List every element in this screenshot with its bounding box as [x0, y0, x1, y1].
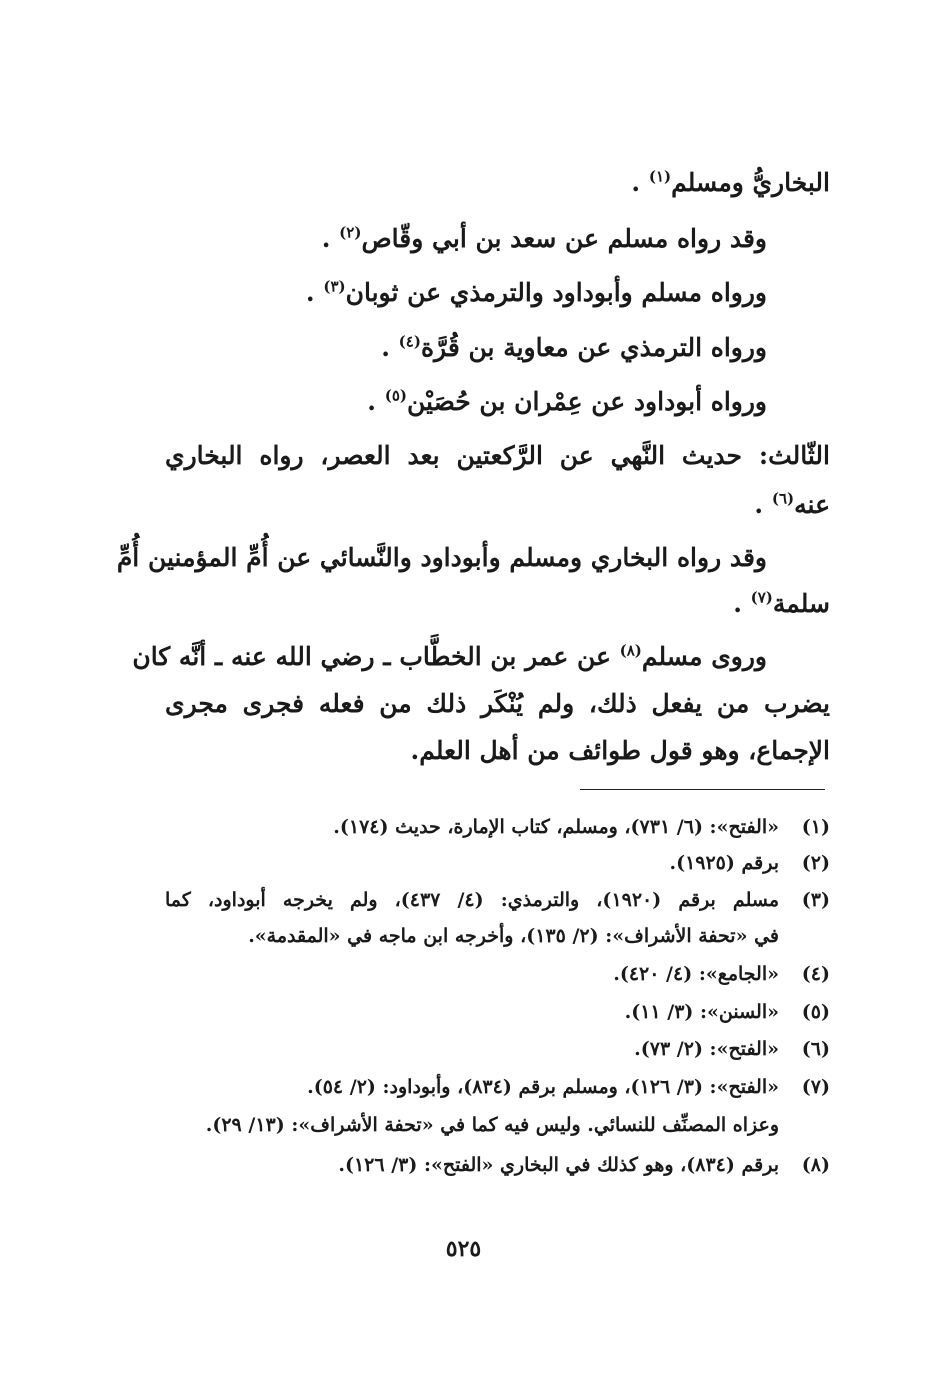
- footnote-ref: (٨): [619, 641, 642, 660]
- body-line-12: [411, 736, 830, 765]
- body-line-2: وقد رواه مسلم عن سعد بن أبي وقّاص$^{(٢)}$ .: [321, 223, 767, 253]
- footnote-number: (٧): [801, 1076, 830, 1098]
- body-text: ورواه أبوداود عن عِمْران بن حُصَيْن: [407, 387, 767, 416]
- body-text: وقد رواه البخاري ومسلم وأبوداود والنَّسائي عن أُمِّ المؤمنين أُمِّ: [116, 543, 767, 572]
- footnote-ref: (٦): [771, 489, 795, 508]
- section-heading: الثّالث: [768, 441, 830, 470]
- body-line-8: [116, 543, 830, 572]
- footnote-number: (٨): [801, 1154, 830, 1176]
- body-text: عنه: [794, 490, 830, 519]
- footnote-ref: (٥): [384, 386, 407, 405]
- footnote-ref: (٤): [398, 332, 421, 351]
- body-text: وقد رواه مسلم عن سعد بن أبي وقّاص: [361, 224, 767, 253]
- body-line-3: ورواه مسلم وأبوداود والترمذي عن ثوبان$^{(٣)}$ .: [305, 277, 767, 307]
- footnote-text: «الجامع»: (٤/ ٤٢٠).: [613, 963, 779, 985]
- footnote-number: (٦): [801, 1038, 830, 1060]
- footnote-ref: (٢): [339, 223, 362, 242]
- body-line-9: سلمة$^{(٧)}$ .: [733, 588, 830, 618]
- body-text: ورواه مسلم وأبوداود والترمذي عن ثوبان: [345, 278, 767, 307]
- footnote-number: (٣): [801, 889, 830, 911]
- footnote-separator: [580, 789, 825, 790]
- page-number: ٥٢٥: [445, 1236, 482, 1262]
- footnote-text: برقم (٨٣٤)، وهو كذلك في البخاري «الفتح»: (٣/ ١٢٦).: [338, 1154, 779, 1176]
- body-text: ورواه الترمذي عن معاوية بن قُرَّة: [420, 333, 767, 362]
- body-line-1: البخاريُّ ومسلم$^{(١)}$ .: [631, 167, 830, 197]
- footnote-text: برقم (١٩٢٥).: [669, 852, 779, 874]
- footnote-text: «الفتح»: (٢/ ٧٣).: [634, 1038, 779, 1060]
- body-line-5: ورواه أبوداود عن عِمْران بن حُصَيْن$^{(٥)}$ .: [367, 386, 767, 416]
- footnote-text: «السنن»: (٣/ ١١).: [624, 1001, 779, 1023]
- footnote-text: وعزاه المصنِّف للنسائي. وليس فيه كما في «تحفة الأشراف»: (١٣/ ٢٩).: [205, 1114, 779, 1136]
- body-text: سلمة: [772, 589, 830, 618]
- footnote-text: مسلم برقم (١٩٢٠)، والترمذي: (٤/ ٤٣٧)، ولم يخرجه أبوداود، كما: [165, 889, 779, 911]
- footnote-text: «الفتح»: (٦/ ٧٣١)، ومسلم، كتاب الإمارة، حديث (١٧٤).: [333, 816, 779, 838]
- body-line-10: [132, 641, 767, 671]
- body-text: عن عمر بن الخطَّاب ـ رضي الله عنه ـ أنَّه كان: [132, 642, 620, 671]
- body-text: البخاريُّ ومسلم: [671, 168, 830, 197]
- footnote-number: (٥): [801, 1001, 830, 1023]
- body-text: الإجماع، وهو قول طوائف من أهل العلم.: [410, 736, 830, 765]
- body-text: : حديث النَّهي عن الرَّكعتين بعد العصر، رواه البخاري: [165, 441, 769, 470]
- body-line-4: ورواه الترمذي عن معاوية بن قُرَّة$^{(٤)}$ .: [381, 332, 767, 362]
- footnote-ref: (٣): [323, 277, 346, 296]
- footnote-number: (١): [801, 816, 830, 838]
- footnote-text: في «تحفة الأشراف»: (٢/ ١٣٥)، وأخرجه ابن ماجه في «المقدمة».: [248, 925, 779, 947]
- footnote-ref: (٧): [750, 588, 773, 607]
- footnote-text: «الفتح»: (٣/ ١٢٦)، ومسلم برقم (٨٣٤)، وأبوداود: (٢/ ٥٤).: [307, 1076, 779, 1098]
- footnote-number: (٢): [801, 852, 830, 874]
- body-line-11: [165, 689, 830, 718]
- body-line-7: عنه$^{(٦)}$ .: [754, 489, 830, 519]
- footnote-ref: (١): [648, 167, 672, 186]
- body-text: يضرب من يفعل ذلك، ولم يُنْكَر ذلك من فعله فجرى مجرى: [165, 689, 830, 718]
- body-text: وروى مسلم: [641, 642, 767, 671]
- footnote-number: (٤): [801, 963, 830, 985]
- body-line-6: [165, 441, 830, 470]
